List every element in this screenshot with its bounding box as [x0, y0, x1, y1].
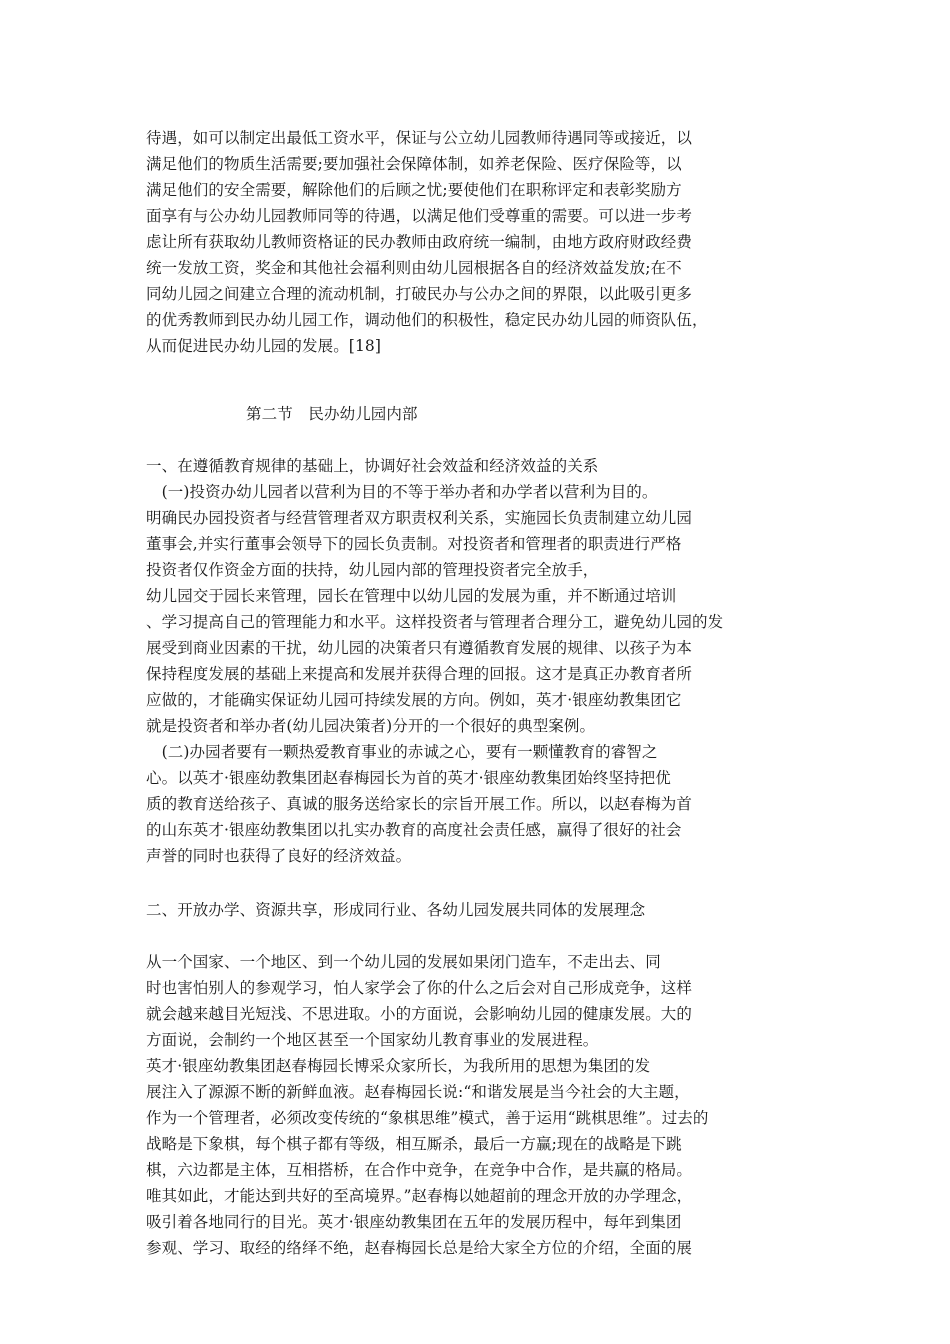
text-line: (二)办园者要有一颗热爱教育事业的赤诚之心，要有一颗懂教育的睿智之 — [146, 743, 658, 761]
text-line: 从一个国家、一个地区、到一个幼儿园的发展如果闭门造车，不走出去、同 — [146, 953, 661, 971]
text-line: 满足他们的安全需要，解除他们的后顾之忧;要使他们在职称评定和表彰奖励方 — [146, 181, 682, 199]
subsection-heading: 一、在遵循教育规律的基础上，协调好社会效益和经济效益的关系 — [146, 457, 599, 475]
text-line: 虑让所有获取幼儿教师资格证的民办教师由政府统一编制，由地方政府财政经费 — [146, 233, 693, 251]
text-line: 参观、学习、取经的络绎不绝，赵春梅园长总是给大家全方位的介绍，全面的展 — [146, 1239, 693, 1257]
text-line: 展受到商业因素的干扰，幼儿园的决策者只有遵循教育发展的规律、以孩子为本 — [146, 639, 693, 657]
text-line: 就会越来越目光短浅、不思进取。小的方面说，会影响幼儿园的健康发展。大的 — [146, 1005, 693, 1023]
text-line: 吸引着各地同行的目光。英才·银座幼教集团在五年的发展历程中，每年到集团 — [146, 1213, 682, 1231]
text-line: 的优秀教师到民办幼儿园工作，调动他们的积极性，稳定民办幼儿园的师资队伍， — [146, 311, 708, 329]
text-line: 幼儿园交于园长来管理，园长在管理中以幼儿园的发展为重，并不断通过培训 — [146, 587, 677, 605]
text-line: 质的教育送给孩子、真诚的服务送给家长的宗旨开展工作。所以，以赵春梅为首 — [146, 795, 693, 813]
text-line: 明确民办园投资者与经营管理者双方职责权利关系，实施园长负责制建立幼儿园 — [146, 509, 693, 527]
text-line: 英才·银座幼教集团赵春梅园长博采众家所长，为我所用的思想为集团的发 — [146, 1057, 651, 1075]
text-line: 心。以英才·银座幼教集团赵春梅园长为首的英才·银座幼教集团始终坚持把优 — [146, 769, 671, 787]
text-line: 统一发放工资，奖金和其他社会福利则由幼儿园根据各自的经济效益发放;在不 — [146, 259, 682, 277]
text-line: 从而促进民办幼儿园的发展。[18] — [146, 337, 382, 355]
text-line: 就是投资者和举办者(幼儿园决策者)分开的一个很好的典型案例。 — [146, 717, 596, 735]
text-line: 待遇，如可以制定出最低工资水平，保证与公立幼儿园教师待遇同等或接近，以 — [146, 129, 693, 147]
text-line: 唯其如此，才能达到共好的至高境界。”赵春梅以她超前的理念开放的办学理念， — [146, 1187, 693, 1205]
text-line: 时也害怕别人的参观学习，怕人家学会了你的什么之后会对自己形成竞争，这样 — [146, 979, 693, 997]
text-line: 、学习提高自己的管理能力和水平。这样投资者与管理者合理分工，避免幼儿园的发 — [146, 613, 724, 631]
text-line: 声誉的同时也获得了良好的经济效益。 — [146, 847, 412, 865]
text-line: (一)投资办幼儿园者以营利为目的不等于举办者和办学者以营利为目的。 — [146, 483, 658, 501]
text-line: 作为一个管理者，必须改变传统的“象棋思维”模式，善于运用“跳棋思维”。过去的 — [146, 1109, 709, 1127]
section-heading: 第二节 民办幼儿园内部 — [246, 405, 418, 423]
text-line: 面享有与公办幼儿园教师同等的待遇，以满足他们受尊重的需要。可以进一步考 — [146, 207, 693, 225]
text-line: 的山东英才·银座幼教集团以扎实办教育的高度社会责任感，赢得了很好的社会 — [146, 821, 682, 839]
text-line: 满足他们的物质生活需要;要加强社会保障体制，如养老保险、医疗保险等，以 — [146, 155, 682, 173]
text-line: 同幼儿园之间建立合理的流动机制，打破民办与公办之间的界限，以此吸引更多 — [146, 285, 693, 303]
text-line: 保持程度发展的基础上来提高和发展并获得合理的回报。这才是真正办教育者所 — [146, 665, 693, 683]
text-line: 棋，六边都是主体，互相搭桥，在合作中竞争，在竞争中合作，是共赢的格局。 — [146, 1161, 693, 1179]
subsection-heading: 二、开放办学、资源共享，形成同行业、各幼儿园发展共同体的发展理念 — [146, 901, 646, 919]
text-line: 展注入了源源不断的新鲜血液。赵春梅园长说:“和谐发展是当今社会的大主题， — [146, 1083, 690, 1101]
text-line: 方面说，会制约一个地区甚至一个国家幼儿教育事业的发展进程。 — [146, 1031, 599, 1049]
text-line: 投资者仅作资金方面的扶持，幼儿园内部的管理投资者完全放手， — [146, 561, 599, 579]
text-line: 战略是下象棋，每个棋子都有等级，相互厮杀，最后一方赢;现在的战略是下跳 — [146, 1135, 682, 1153]
text-line: 应做的，才能确实保证幼儿园可持续发展的方向。例如，英才·银座幼教集团它 — [146, 691, 682, 709]
text-line: 董事会,并实行董事会领导下的园长负责制。对投资者和管理者的职责进行严格 — [146, 535, 682, 553]
